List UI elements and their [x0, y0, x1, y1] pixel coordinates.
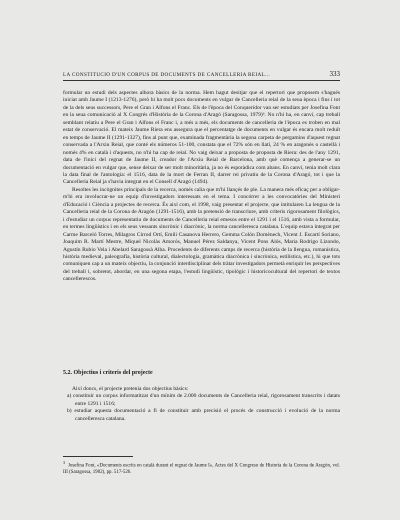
objectives-list	[63, 393, 340, 423]
list-item: a) constituir un corpus informatitzat d'un mínim de 2.000 documents de Cancelleria reial, rigorosament transcrits i datats entre 1291 i 1516;	[67, 393, 340, 407]
page-header	[63, 70, 340, 81]
section-intro: Així doncs, el projecte pretenia dos objectius bàsics:	[72, 386, 189, 392]
footnote	[63, 460, 340, 476]
section-body	[63, 386, 340, 423]
running-head: LA CONSTITUCIÓ D'UN CORPUS DE DOCUMENTS DE CANCELLERIA REIAL...	[63, 72, 270, 78]
footnote-divider	[63, 456, 133, 457]
section-heading: 5.2. Objectius i criteris del projecte	[63, 370, 153, 376]
paragraph: formular un estudi dels aspectes alhora bàsics de la norma. Hem hagut desitjar que el repertori que proposem s'hagués iniciat amb Jaume I (1213-1276), però hi ha molt pocs documents en vulgar de Cancelleria reial de la seua època i fins i tot de la dels seus successors, Pere el Gran i Alfons el Franc. Els de l'època del Conqueridor van ser estudiats per Josefina Font en la seua comunicació al X Congrés d'Història de la Corona d'Aragó (Saragossa, 1979)³. No n'hi ha, en canvi, cap treball semblant relatiu a Pere el Gran i Alfons el Franc i, a més a més, els documents de cancelleria de l'època es troben en mal estat de conservació. El mateix Jaume Riera ens assegura que el percentatge de documents en vulgar és encara molt reduït en temps de Jaume II (1291-1327), fins al punt que, examinada fragmentària la segona carpeta de pergamins d'aquest regnat conservada a l'Arxiu Reial, que conté els números 51-100, constata que el 72% són en llatí, 24 % en aragonès o castellà i només 4% en català i d'aquests, no n'hi ha cap de reial. No vaig deixar a proposta de proposta de Riera: des de l'any 1291, data de l'inici del regnat de Jaume II, creador de l'Arxiu Reial de Barcelona, amb què comença a generar-se un documentació en vulgar que, sense deixar de ser molt minoritària, ja no és esporàdica com abans. En canvi, tenia molt clara la data final de l'antologia: el 1516, data de la mort de Ferran II, darrer rei privatiu de la Corona d'Aragó, tot i que la Cancelleria Reial ja s'havia integrat en el Consell d'Aragó (1494).	[63, 90, 340, 186]
footnote-text: Josefina Font, «Documents escrits en català durant el regnat de Jaume I», Actes del X Congreso de Historia de la Corona de Aragón, vol. III (Saragossa, 1982), pp. 517-526.	[63, 463, 340, 476]
paragraph: Resoltes les incògnites principals de la recerca, només calia que m'hi llançés de ple. La manera més eficaç per a obligar-m'hi era involucrar-ne un equip d'investigadors interessats en el tema. I concórrer a les convocatòries del Ministeri d'Educació i Ciència a projectes de recerca. És així com, el 1998, vaig presentar el projecte, que intitularen La lengua de la Cancelleria reial de la Corona de Aragón (1291-1516), amb la pretensió de transcriure, amb criteris rigorosament filològics, i d'estudiar un corpus representatiu de documents de Cancelleria reial emesos entre el 1291 i el 1516, amb vista a formular, en termes lingüístics i en els seus vessants sincrònic i diacrònic, la norma cancelleresca catalana. L'equip estava integrat per Carme Barceló Torres, Milagros Cirrod Ortí, Emili Casanova Herrero, Gemma Colón Domènech, Vicent J. Escartí Soriano, Joaquim R. Martí Mestre, Miquel Nicolàs Amorós, Manuel Pérez Saldanya, Vicent Pons Alós, Maria Rodrigo Lizondo, Agustín Rubio Vela i Abelard Saragossà Alba. Procedents de diferents camps de recerca (història de la llengua, romanística, història medieval, paleografia, història cultural, dialectologia, gramàtica diacrònica i sincrònica, estilística, etc.), hi que tots comuniquen cap a un mateix objectiu, la conjunció interdisciplinar dels tràtar investigadors permetà enriquir les perspectives del treball i, sobretot, abordar, en una segona etapa, l'estudi lingüístic, tipològic i historicocultural del repertori de textos cancellerescos.	[63, 186, 340, 283]
body-text	[63, 90, 340, 284]
footnote-mark: 3	[63, 460, 65, 465]
page-number: 333	[329, 70, 340, 78]
list-item: b) estudiar aquesta documentació a fi de constituir amb precisió el procés de construcció i evolució de la norma cancelleresca catalana.	[67, 408, 340, 422]
